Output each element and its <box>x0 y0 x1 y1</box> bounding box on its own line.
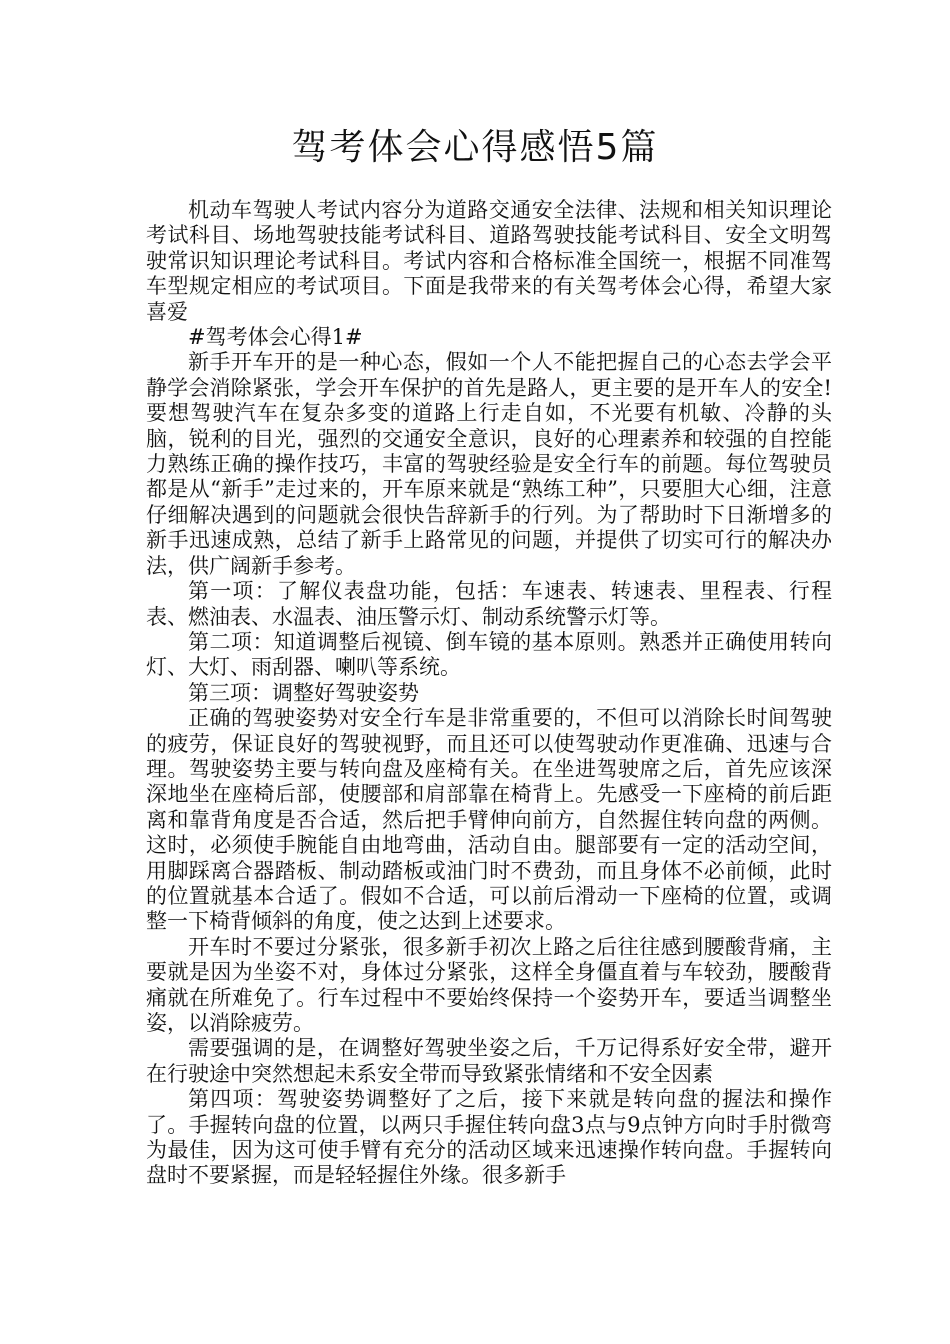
item-4-paragraph: 第四项：驾驶姿势调整好了之后，接下来就是转向盘的握法和操作了。手握转向盘的位置，以两只手握住转向盘3点与9点钟方向时手肘微弯为最佳，因为这可使手臂有充分的活动区域来迅速操作转向盘。手握转向盘时不要紧握，而是轻轻握住外缘。很多新手 <box>146 1087 832 1188</box>
item-1-paragraph: 第一项：了解仪表盘功能，包括：车速表、转速表、里程表、行程表、燃油表、水温表、油压警示灯、制动系统警示灯等。 <box>146 579 832 629</box>
document-title: 驾考体会心得感悟5篇 <box>291 127 659 168</box>
body-paragraph: 新手开车开的是一种心态，假如一个人不能把握自己的心态去学会平静学会消除紧张，学会开车保护的首先是路人，更主要的是开车人的安全!要想驾驶汽车在复杂多变的道路上行走自如，不光要有机敏、冷静的头脑，锐利的目光，强烈的交通安全意识，良好的心理素养和较强的自控能力熟练正确的操作技巧，丰富的驾驶经验是安全行车的前题。每位驾驶员都是从“新手”走过来的，开车原来就是“熟练工种”，只要胆大心细，注意仔细解决遇到的问题就会很快告辞新手的行列。为了帮助时下日渐增多的新手迅速成熟，总结了新手上路常见的问题，并提供了切实可行的解决办法，供广阔新手参考。 <box>146 350 832 578</box>
item-2-paragraph: 第二项：知道调整后视镜、倒车镜的基本原则。熟悉并正确使用转向灯、大灯、雨刮器、喇叭等系统。 <box>146 629 832 680</box>
body-paragraph: 正确的驾驶姿势对安全行车是非常重要的，不但可以消除长时间驾驶的疲劳，保证良好的驾驶视野，而且还可以使驾驶动作更准确、迅速与合理。驾驶姿势主要与转向盘及座椅有关。在坐进驾驶席之后，首先应该深深地坐在座椅后部，使腰部和肩部靠在椅背上。先感受一下座椅的前后距离和靠背角度是否合适，然后把手臂伸向前方，自然握住转向盘的两侧。这时，必须使手腕能自由地弯曲，活动自由。腿部要有一定的活动空间，用脚踩离合器踏板、制动踏板或油门时不费劲，而且身体不必前倾，此时的位置就基本合适了。假如不合适，可以前后滑动一下座椅的位置，或调整一下椅背倾斜的角度，使之达到上述要求。 <box>146 706 832 934</box>
body-paragraph: 开车时不要过分紧张，很多新手初次上路之后往往感到腰酸背痛，主要就是因为坐姿不对，身体过分紧张，这样全身僵直着与车较劲，腰酸背痛就在所难免了。行车过程中不要始终保持一个姿势开车，要适当调整坐姿，以消除疲劳。 <box>146 934 832 1035</box>
body-paragraph: 需要强调的是，在调整好驾驶坐姿之后，千万记得系好安全带，避开在行驶途中突然想起未系安全带而导致紧张情绪和不安全因素 <box>146 1036 832 1086</box>
intro-paragraph: 机动车驾驶人考试内容分为道路交通安全法律、法规和相关知识理论考试科目、场地驾驶技能考试科目、道路驾驶技能考试科目、安全文明驾驶常识知识理论考试科目。考试内容和合格标准全国统一，根据不同准驾车型规定相应的考试项目。下面是我带来的有关驾考体会心得，希望大家喜爱 <box>146 198 832 324</box>
item-3-heading: 第三项：调整好驾驶姿势 <box>188 680 419 705</box>
section-heading-1: #驾考体会心得1# <box>188 325 363 350</box>
document-body <box>146 198 832 1189</box>
